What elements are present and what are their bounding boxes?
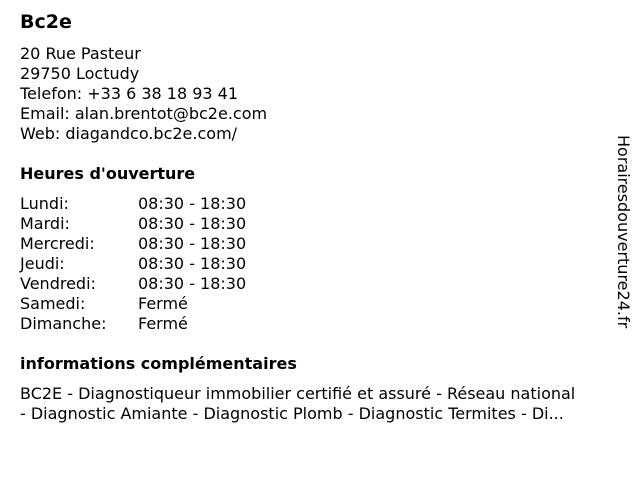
time-value: Fermé	[138, 294, 188, 313]
description-line-1: BC2E - Diagnostiqueur immobilier certifié et assuré - Réseau national	[20, 384, 576, 403]
time-value: 08:30 - 18:30	[138, 254, 247, 273]
hours-row-saturday	[20, 294, 320, 314]
opening-hours-heading: Heures d'ouverture	[20, 164, 196, 183]
day-label: Samedi:	[20, 294, 86, 313]
website-link[interactable]: Web: diagandco.bc2e.com/	[20, 124, 238, 143]
day-label: Jeudi:	[20, 254, 65, 273]
address-street: 20 Rue Pasteur	[20, 44, 141, 63]
day-label: Lundi:	[20, 194, 69, 213]
additional-info-heading: informations complémentaires	[20, 354, 297, 373]
hours-row-monday	[20, 194, 320, 214]
hours-row-tuesday	[20, 214, 320, 234]
time-value: 08:30 - 18:30	[138, 274, 247, 293]
day-label: Mercredi:	[20, 234, 95, 253]
time-value: 08:30 - 18:30	[138, 194, 247, 213]
description-line-2: - Diagnostic Amiante - Diagnostic Plomb - Diagnostic Termites - Di...	[20, 404, 564, 423]
time-value: Fermé	[138, 314, 188, 333]
business-name: Bc2e	[20, 11, 72, 33]
day-label: Dimanche:	[20, 314, 107, 333]
opening-hours-table	[20, 194, 320, 334]
contact-block	[20, 44, 267, 144]
hours-row-thursday	[20, 254, 320, 274]
day-label: Vendredi:	[20, 274, 96, 293]
phone-number[interactable]: Telefon: +33 6 38 18 93 41	[20, 84, 239, 103]
time-value: 08:30 - 18:30	[138, 234, 247, 253]
hours-row-friday	[20, 274, 320, 294]
hours-row-wednesday	[20, 234, 320, 254]
hours-row-sunday	[20, 314, 320, 334]
address-city: 29750 Loctudy	[20, 64, 140, 83]
business-description	[20, 384, 625, 424]
time-value: 08:30 - 18:30	[138, 214, 247, 233]
email-address[interactable]: Email: alan.brentot@bc2e.com	[20, 104, 268, 123]
day-label: Mardi:	[20, 214, 70, 233]
watermark-text: Horairesdouverture24.fr	[614, 135, 633, 329]
